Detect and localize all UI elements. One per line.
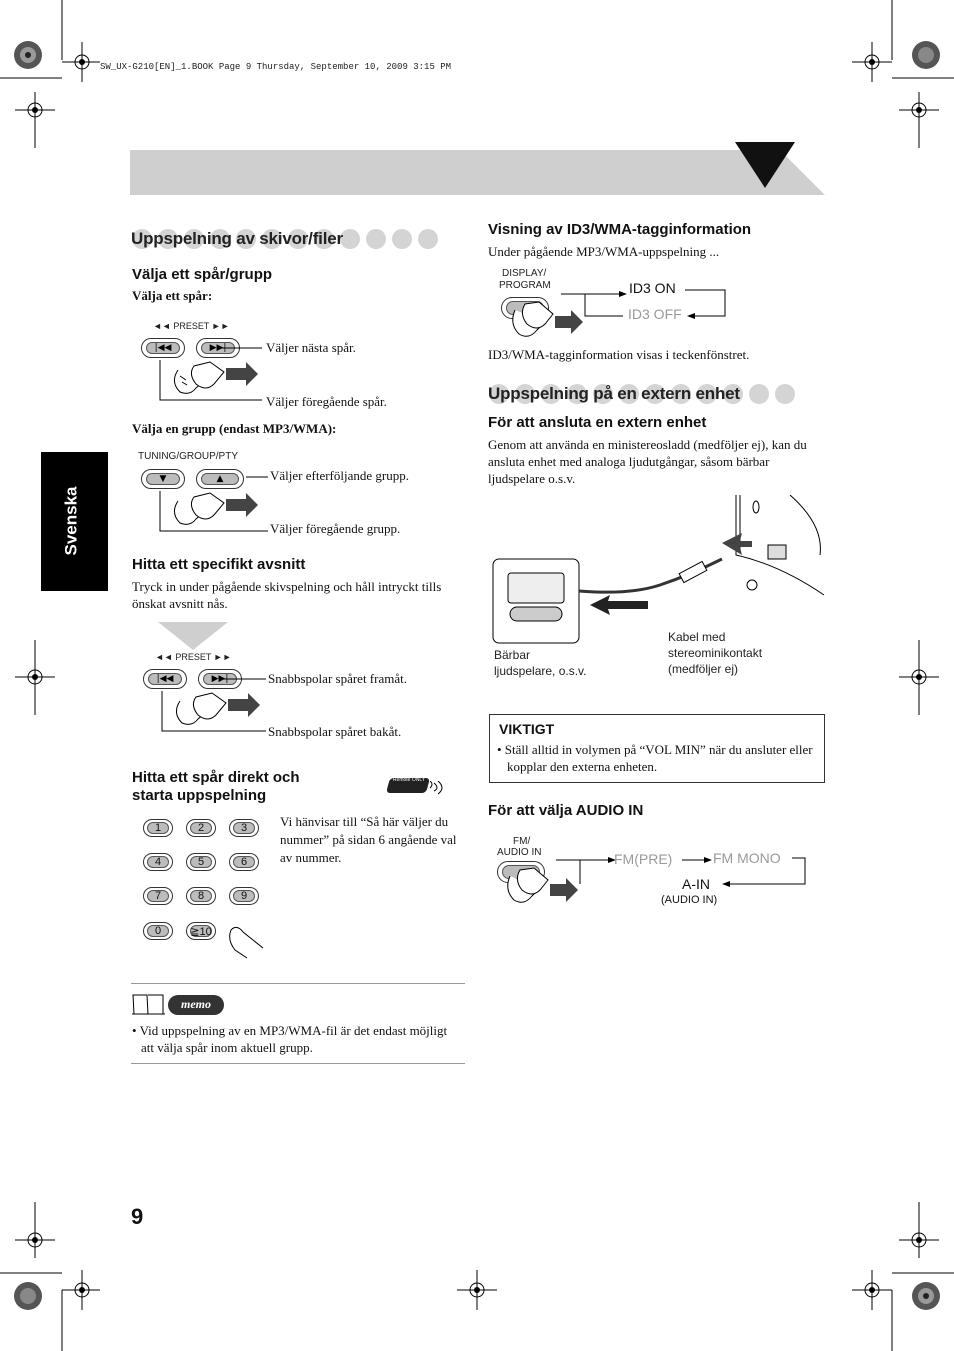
remote-only-label: Remote ONLY: [392, 777, 426, 783]
find-text: Tryck in under pågående skivspelning och håll intryckt tills önskat avsnitt nås.: [132, 579, 442, 611]
forward-text: Snabbspolar spåret framåt.: [268, 671, 407, 686]
state-fm-mono: FM MONO: [713, 850, 781, 866]
key-9[interactable]: 9: [229, 887, 259, 905]
key-3[interactable]: 3: [229, 819, 259, 837]
prev-group-text: Väljer föregående grupp.: [270, 521, 401, 536]
connect-title: För att ansluta en extern enhet: [488, 414, 707, 431]
file-header: SW_UX-G210[EN]_1.BOOK Page 9 Thursday, September 10, 2009 3:15 PM: [100, 62, 452, 72]
down-arrow-icon: [158, 622, 228, 650]
id3-note: ID3/WMA-tagginformation visas i teckenfönstret.: [488, 347, 750, 362]
key-4[interactable]: 4: [143, 853, 173, 871]
remote-signal-icon: [428, 781, 444, 795]
id3-on: ID3 ON: [629, 280, 676, 296]
direct-title-2: starta uppspelning: [132, 787, 267, 804]
preset-label-1: ◄◄ PRESET ►►: [153, 321, 230, 331]
key-8[interactable]: 8: [186, 887, 216, 905]
cable-label-2: stereominikontakt: [668, 646, 763, 660]
id3-off: ID3 OFF: [628, 306, 682, 322]
display-label-1: DISPLAY/: [502, 268, 547, 279]
select-title: Välja ett spår/grupp: [132, 266, 273, 283]
key-5[interactable]: 5: [186, 853, 216, 871]
fm-label-2: AUDIO IN: [497, 847, 542, 858]
header-band: [130, 150, 780, 195]
id3-title: Visning av ID3/WMA-tagginformation: [488, 221, 752, 238]
cable-label-1: Kabel med: [668, 630, 726, 644]
memo-rule-top: [131, 983, 465, 984]
fm-label-1: FM/: [513, 836, 531, 847]
key-6[interactable]: 6: [229, 853, 259, 871]
display-label-2: PROGRAM: [499, 280, 551, 291]
preset-label-2: ◄◄ PRESET ►►: [155, 652, 232, 662]
prev-track-text: Väljer föregående spår.: [266, 394, 387, 409]
key-2[interactable]: 2: [186, 819, 216, 837]
section-title-playback: Uppspelning av skivor/filer: [131, 229, 343, 248]
audio-in-title: För att välja AUDIO IN: [488, 802, 644, 819]
finger-icon: [225, 920, 267, 960]
next-group-text: Väljer efterföljande grupp.: [270, 468, 409, 483]
key-1[interactable]: 1: [143, 819, 173, 837]
player-label-2: ljudspelare, o.s.v.: [494, 664, 587, 678]
direct-title-1: Hitta ett spår direkt och: [132, 769, 300, 786]
button-leader-2: [150, 471, 270, 541]
select-track-sub: Välja ett spår:: [132, 288, 213, 303]
player-label-1: Bärbar: [494, 648, 531, 662]
next-icon: ▶▶|: [201, 342, 235, 354]
find-title: Hitta ett specifikt avsnitt: [132, 556, 306, 573]
triangle-up-icon: ▲: [201, 473, 239, 485]
side-tab-label: Svenska: [61, 486, 81, 556]
id3-intro: Under pågående MP3/WMA-uppspelning ...: [488, 244, 720, 259]
prev-icon: |◀◀: [146, 342, 180, 354]
memo-text: • Vid uppspelning av en MP3/WMA-fil är det endast möjligt att välja spår inom aktuell grupp.: [132, 1023, 448, 1055]
header-band-arrow: [730, 140, 830, 198]
connection-illustration: [490, 495, 826, 655]
state-fm-pre: FM(PRE): [614, 851, 673, 867]
select-group-sub: Välja en grupp (endast MP3/WMA):: [132, 421, 337, 436]
important-title: VIKTIGT: [499, 721, 555, 737]
section-title-external: Uppspelning på en extern enhet: [488, 384, 740, 403]
triangle-down-icon: ▼: [146, 473, 180, 485]
button-leader-1: [150, 340, 270, 410]
key-10plus[interactable]: ≧10: [186, 922, 216, 940]
page-number: 9: [131, 1204, 144, 1229]
important-text: • Ställ alltid in volymen på “VOL MIN” när du ansluter eller kopplar den externa enheten.: [497, 742, 813, 774]
next-icon: ▶▶|: [203, 673, 237, 685]
connect-text: Genom att använda en ministereosladd (medföljer ej), kan du ansluta enhet med analoga ljudutgångar, såsom bärbar ljudspelare o.s.v.: [488, 437, 807, 486]
display-flow: [505, 284, 735, 344]
tuning-label: TUNING/GROUP/PTY: [138, 451, 239, 462]
prev-icon: |◀◀: [148, 673, 182, 685]
state-a-in: A-IN: [682, 876, 710, 892]
backward-text: Snabbspolar spåret bakåt.: [268, 724, 402, 739]
cable-label-3: (medföljer ej): [668, 662, 739, 676]
state-a-in-sub: (AUDIO IN): [661, 894, 718, 906]
memo-label: memo: [181, 997, 211, 1011]
book-icon: [131, 992, 167, 1016]
key-7[interactable]: 7: [143, 887, 173, 905]
memo-rule-bottom: [131, 1063, 465, 1064]
key-0[interactable]: 0: [143, 922, 173, 940]
direct-text: Vi hänvisar till “Så här väljer du nummer” på sidan 6 angående val av nummer.: [280, 814, 457, 865]
button-leader-3: [152, 671, 272, 741]
next-track-text: Väljer nästa spår.: [266, 340, 356, 355]
